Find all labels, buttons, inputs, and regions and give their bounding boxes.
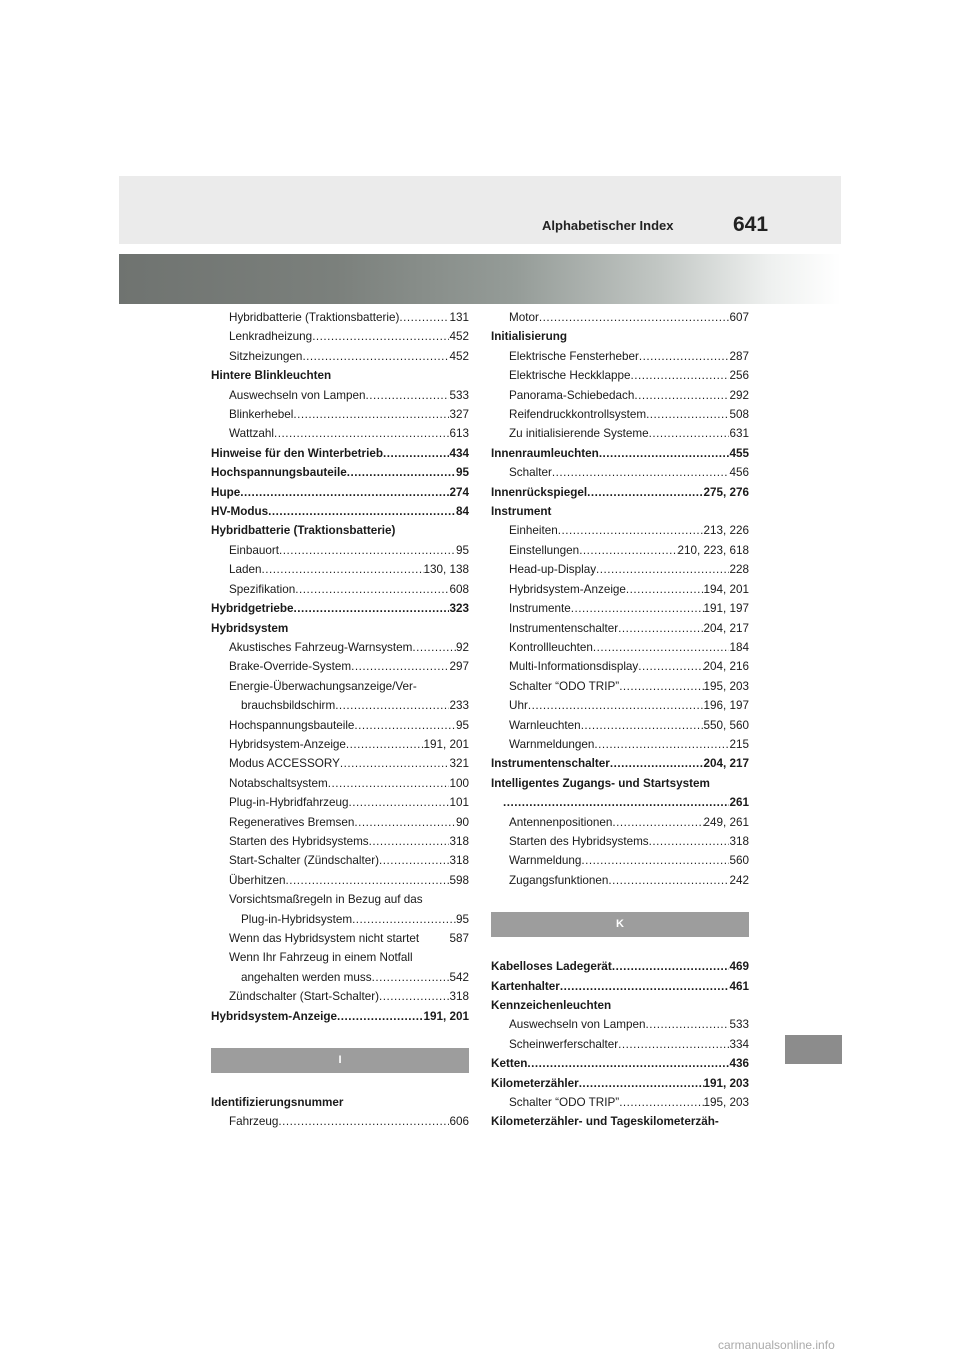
index-term: Akustisches Fahrzeug-Warnsystem: [229, 640, 413, 654]
index-entry: [491, 347, 749, 366]
index-term: Lenkradheizung: [229, 330, 313, 344]
index-entry: [491, 1015, 749, 1034]
index-term: Reifendruckkontrollsystem: [509, 408, 647, 422]
leader-dots: [383, 444, 449, 463]
index-term: Kennzeichenleuchten: [491, 999, 612, 1012]
letter-section-banner: K: [491, 912, 749, 937]
index-entry: [211, 483, 469, 502]
leader-dots: [612, 813, 703, 832]
leader-dots: [639, 347, 730, 366]
page-reference: 318: [449, 854, 469, 868]
index-entry: [491, 677, 749, 696]
index-entry: [491, 502, 749, 521]
page-reference: 204, 216: [703, 660, 749, 674]
index-term: Blinkerhebel: [229, 408, 294, 422]
index-entry: [211, 386, 469, 405]
leader-dots: [349, 793, 450, 812]
leader-dots: [587, 483, 703, 502]
page-reference: 204, 217: [703, 757, 749, 771]
page-reference: 191, 201: [423, 1009, 469, 1023]
leader-dots: [379, 851, 449, 870]
page-reference: 508: [729, 408, 749, 422]
index-term: Instrumentenschalter: [509, 621, 619, 635]
page-reference: 274: [449, 485, 469, 499]
index-entry: [211, 541, 469, 560]
page-reference: 195, 203: [703, 679, 749, 693]
index-term: Zu initialisierende Systeme: [509, 427, 649, 441]
index-entry: [491, 996, 749, 1015]
index-term: Hochspannungsbauteile: [211, 466, 347, 480]
page-reference: 452: [449, 349, 469, 363]
index-term: Wenn das Hybridsystem nicht startet: [229, 932, 420, 945]
leader-dots: [262, 560, 424, 579]
index-term: brauchsbildschirm: [241, 699, 336, 713]
index-term: Fahrzeug: [229, 1115, 279, 1129]
index-term: Hybridbatterie (Traktionsbatterie): [229, 311, 400, 324]
index-entry: [211, 1007, 469, 1026]
index-entry: [211, 308, 469, 327]
leader-dots: [379, 987, 449, 1006]
index-term: Innenrückspiegel: [491, 485, 588, 499]
leader-dots: [503, 793, 729, 812]
page-reference: 184: [729, 640, 749, 654]
page-reference: 292: [729, 388, 749, 402]
index-term: Plug-in-Hybridfahrzeug: [229, 796, 349, 810]
index-term: Warnmeldung: [509, 854, 582, 868]
leader-dots: [354, 813, 456, 832]
page-reference: 256: [729, 369, 749, 383]
index-entry: [211, 619, 469, 638]
index-entry: [211, 871, 469, 890]
page-reference: 318: [449, 990, 469, 1004]
index-entry: [211, 580, 469, 599]
index-entry: [211, 521, 469, 540]
page-reference: 287: [729, 349, 749, 363]
page-reference: 533: [449, 388, 469, 402]
index-entry: [491, 483, 749, 502]
index-entry: [211, 968, 469, 987]
index-term: Ketten: [491, 1057, 528, 1071]
page-reference: 327: [449, 408, 469, 422]
index-term: Panorama-Schiebedach: [509, 388, 635, 402]
leader-dots: [618, 619, 703, 638]
index-term: Einstellungen: [509, 543, 580, 557]
index-term: Wenn Ihr Fahrzeug in einem Notfall: [229, 951, 413, 965]
index-term: Hybridsystem: [211, 621, 289, 635]
page-reference: 194, 201: [703, 582, 749, 596]
index-entry: [211, 735, 469, 754]
index-entry: [211, 987, 469, 1006]
leader-dots: [293, 405, 449, 424]
leader-dots: [608, 871, 729, 890]
index-term: Zugangsfunktionen: [509, 873, 609, 887]
chapter-side-tab: [785, 1035, 842, 1064]
index-entry: [491, 463, 749, 482]
page-reference: 318: [729, 834, 749, 848]
index-entry: [491, 521, 749, 540]
leader-dots: [646, 405, 729, 424]
index-term: Hybridsystem-Anzeige: [509, 582, 626, 596]
leader-dots: [372, 968, 450, 987]
leader-dots: [335, 696, 449, 715]
leader-dots: [581, 716, 704, 735]
index-entry: [211, 774, 469, 793]
page-reference: 95: [455, 466, 469, 480]
page-reference: 607: [729, 311, 749, 324]
leader-dots: [619, 677, 703, 696]
leader-dots: [579, 1074, 704, 1093]
index-term: Scheinwerferschalter: [509, 1037, 619, 1051]
index-term: Hupe: [211, 485, 241, 499]
page-reference: 318: [449, 834, 469, 848]
page-reference: 249, 261: [703, 815, 749, 829]
page-reference: 275, 276: [703, 485, 749, 499]
index-entry: [211, 638, 469, 657]
index-term: Starten des Hybridsystems: [509, 834, 649, 848]
index-entry: [211, 1093, 469, 1112]
index-term: Auswechseln von Lampen: [509, 1018, 646, 1032]
page-reference: 297: [449, 660, 469, 674]
index-term: Plug-in-Hybridsystem: [241, 912, 353, 926]
leader-dots: [579, 541, 677, 560]
index-entry: [211, 424, 469, 443]
page-reference: 196, 197: [703, 699, 749, 713]
page-reference: 461: [729, 979, 749, 993]
leader-dots: [599, 444, 730, 463]
index-entry: [491, 308, 749, 327]
index-entry: [491, 444, 749, 463]
index-column-left: [211, 308, 469, 1132]
index-term: Kilometerzähler- und Tageskilometerzäh-: [491, 1115, 719, 1129]
leader-dots: [619, 1093, 703, 1112]
page-reference: 598: [449, 873, 469, 887]
index-entry: [491, 774, 749, 793]
page-reference: 195, 203: [703, 1096, 749, 1110]
page-reference: 204, 217: [703, 621, 749, 635]
leader-dots: [581, 851, 729, 870]
index-entry: [211, 502, 469, 521]
leader-dots: [596, 560, 729, 579]
leader-dots: [399, 308, 449, 327]
page-reference: 100: [449, 776, 469, 790]
letter-section-banner: I: [211, 1048, 469, 1073]
index-entry: [491, 424, 749, 443]
index-entry: [491, 977, 749, 996]
index-entry: [491, 599, 749, 618]
index-term: Start-Schalter (Zündschalter): [229, 854, 380, 868]
leader-dots: [539, 308, 730, 327]
index-term: Kartenhalter: [491, 979, 560, 993]
index-entry: [211, 677, 469, 696]
index-entry: [211, 890, 469, 909]
index-term: Wattzahl: [229, 427, 275, 441]
index-term: Multi-Informationsdisplay: [509, 660, 639, 674]
leader-dots: [638, 657, 703, 676]
index-term: Schalter: [509, 466, 552, 480]
index-term: Kilometerzähler: [491, 1076, 579, 1090]
index-entry: [211, 599, 469, 618]
watermark: carmanualsonline.info: [718, 1338, 835, 1352]
index-term: Identifizierungsnummer: [211, 1096, 344, 1110]
index-entry: [491, 793, 749, 812]
page-reference: 233: [449, 699, 469, 713]
leader-dots: [347, 463, 456, 482]
index-entry: [211, 910, 469, 929]
page-reference: 191, 203: [703, 1076, 749, 1090]
index-entry: [491, 1035, 749, 1054]
index-entry: [211, 851, 469, 870]
index-entry: [491, 696, 749, 715]
index-term: Head-up-Display: [509, 563, 597, 577]
index-term: Einheiten: [509, 524, 558, 538]
page-reference: 90: [455, 815, 469, 829]
page-reference: 469: [729, 960, 749, 974]
index-term: Instrumente: [509, 602, 571, 616]
leader-dots: [594, 735, 729, 754]
page-reference: 242: [729, 873, 749, 887]
index-term: angehalten werden muss: [241, 970, 372, 984]
index-term: Instrument: [491, 505, 552, 519]
index-entry: [211, 793, 469, 812]
index-term: Hybridbatterie (Traktionsbatterie): [211, 524, 396, 538]
page-reference: 95: [455, 912, 469, 926]
index-entry: [211, 716, 469, 735]
index-term: Schalter “ODO TRIP”: [509, 1096, 620, 1110]
leader-dots: [634, 386, 729, 405]
page-reference: 334: [729, 1037, 749, 1051]
page-reference: 631: [729, 427, 749, 441]
index-entry: [491, 832, 749, 851]
index-term: Motor: [509, 311, 539, 324]
page-reference: 456: [729, 466, 749, 480]
index-term: Starten des Hybridsystems: [229, 834, 369, 848]
index-term: Spezifikation: [229, 582, 296, 596]
leader-dots: [340, 754, 450, 773]
leader-dots: [369, 832, 450, 851]
index-term: Modus ACCESSORY: [229, 757, 340, 771]
leader-dots: [312, 327, 449, 346]
leader-dots: [612, 957, 730, 976]
leader-dots: [354, 716, 456, 735]
leader-dots: [593, 638, 730, 657]
index-entry: [211, 347, 469, 366]
page-reference: 101: [449, 796, 469, 810]
leader-dots: [649, 832, 730, 851]
index-term: Instrumentenschalter: [491, 757, 610, 771]
leader-dots: [293, 599, 449, 618]
leader-dots: [278, 1112, 449, 1131]
index-entry: [211, 813, 469, 832]
index-entry: [491, 560, 749, 579]
index-term: Vorsichtsmaßregeln in Bezug auf das: [229, 893, 423, 907]
index-term: Laden: [229, 563, 262, 577]
leader-dots: [552, 463, 730, 482]
page-reference: 436: [729, 1057, 749, 1071]
index-entry: [491, 1093, 749, 1112]
page-reference: 210, 223, 618: [677, 543, 749, 557]
page-reference: 542: [449, 970, 469, 984]
page-reference: 550, 560: [703, 718, 749, 732]
index-entry: [211, 948, 469, 967]
page-reference: 560: [729, 854, 749, 868]
page-reference: 321: [449, 757, 469, 771]
index-entry: [491, 851, 749, 870]
index-entry: [211, 832, 469, 851]
index-entry: [491, 386, 749, 405]
leader-dots: [279, 541, 456, 560]
leader-dots: [268, 502, 456, 521]
page-reference: 191, 197: [703, 602, 749, 616]
index-entry: [491, 813, 749, 832]
index-term: Sitzheizungen: [229, 349, 303, 363]
leader-dots: [286, 871, 450, 890]
page-reference: 452: [449, 330, 469, 344]
page-reference: 613: [449, 427, 469, 441]
page-reference: 261: [729, 796, 749, 810]
index-entry: [211, 657, 469, 676]
index-entry: [491, 957, 749, 976]
page-reference: 228: [729, 563, 749, 577]
page-reference: 84: [455, 505, 469, 519]
page-reference: 213, 226: [703, 524, 749, 538]
index-entry: [211, 405, 469, 424]
index-term: Brake-Override-System: [229, 660, 352, 674]
page-reference: 434: [449, 446, 469, 460]
leader-dots: [328, 774, 450, 793]
index-entry: [491, 716, 749, 735]
page-reference: 131: [449, 311, 469, 324]
section-title: Alphabetischer Index: [542, 218, 674, 233]
index-entry: [211, 327, 469, 346]
index-entry: [491, 1074, 749, 1093]
index-term: HV-Modus: [211, 505, 269, 519]
page-reference: 455: [729, 446, 749, 460]
leader-dots: [295, 580, 449, 599]
index-entry: [491, 638, 749, 657]
leader-dots: [610, 754, 704, 773]
page-reference: 606: [449, 1115, 469, 1129]
index-term: Notabschaltsystem: [229, 776, 328, 790]
leader-dots: [240, 483, 449, 502]
index-entry: [491, 1054, 749, 1073]
index-entry: [491, 657, 749, 676]
index-term: Warnleuchten: [509, 718, 581, 732]
index-term: Warnmeldungen: [509, 737, 595, 751]
index-entry: [211, 463, 469, 482]
page-reference: 95: [455, 543, 469, 557]
page-reference: 608: [449, 582, 469, 596]
page-reference: 191, 201: [423, 737, 469, 751]
index-term: Überhitzen: [229, 873, 286, 887]
index-entry: [491, 580, 749, 599]
leader-dots: [346, 735, 424, 754]
leader-dots: [649, 424, 730, 443]
page-reference: 215: [729, 737, 749, 751]
index-term: Hybridgetriebe: [211, 602, 294, 616]
leader-dots: [560, 977, 730, 996]
index-term: Zündschalter (Start-Schalter): [229, 990, 380, 1004]
leader-dots: [365, 386, 449, 405]
index-entry: [491, 871, 749, 890]
leader-dots: [618, 1035, 729, 1054]
index-term: Schalter “ODO TRIP”: [509, 679, 620, 693]
index-entry: [491, 405, 749, 424]
index-term: Intelligentes Zugangs- und Startsystem: [491, 776, 710, 790]
index-term: Antennenpositionen: [509, 815, 613, 829]
index-entry: [491, 541, 749, 560]
page-reference: 130, 138: [423, 563, 469, 577]
index-term: Hybridsystem-Anzeige: [211, 1009, 338, 1023]
index-term: Hintere Blinkleuchten: [211, 369, 332, 383]
index-term: Uhr: [509, 699, 528, 713]
index-entry: [491, 619, 749, 638]
index-term: Hochspannungsbauteile: [229, 718, 355, 732]
decorative-gradient-band: [119, 254, 841, 304]
leader-dots: [351, 657, 449, 676]
page-reference: 95: [455, 718, 469, 732]
index-entry: [211, 754, 469, 773]
index-entry: [211, 560, 469, 579]
page-number: 641: [733, 213, 769, 236]
index-entry: [211, 929, 469, 948]
index-term: Auswechseln von Lampen: [229, 388, 366, 402]
index-entry: [211, 1112, 469, 1131]
leader-dots: [412, 638, 456, 657]
index-term: Einbauort: [229, 543, 280, 557]
index-term: Innenraumleuchten: [491, 446, 599, 460]
index-term: Kabelloses Ladegerät: [491, 960, 612, 974]
index-entry: [211, 366, 469, 385]
leader-dots: [302, 347, 449, 366]
leader-dots: [527, 1054, 729, 1073]
leader-dots: [337, 1007, 423, 1026]
leader-dots: [630, 366, 729, 385]
index-term: Energie-Überwachungsanzeige/Ver-: [229, 679, 417, 693]
page-reference: 323: [449, 602, 469, 616]
page-reference: 587: [449, 932, 469, 945]
index-term: Regeneratives Bremsen: [229, 815, 355, 829]
index-term: Elektrische Heckklappe: [509, 369, 631, 383]
index-entry: [491, 327, 749, 346]
page-reference: 533: [729, 1018, 749, 1032]
index-term: Kontrollleuchten: [509, 640, 593, 654]
leader-dots: [558, 521, 704, 540]
index-term: Hybridsystem-Anzeige: [229, 737, 346, 751]
index-term: Initialisierung: [491, 330, 567, 344]
leader-dots: [626, 580, 704, 599]
leader-dots: [645, 1015, 729, 1034]
index-entry: [491, 366, 749, 385]
leader-dots: [528, 696, 704, 715]
index-entry: [491, 754, 749, 773]
leader-dots: [352, 910, 456, 929]
index-term: Hinweise für den Winterbetrieb: [211, 446, 383, 460]
index-column-right: [491, 308, 749, 1132]
index-entry: [211, 696, 469, 715]
index-term: Elektrische Fensterheber: [509, 349, 639, 363]
index-entry: [491, 735, 749, 754]
leader-dots: [274, 424, 449, 443]
index-entry: [491, 1112, 749, 1131]
page-reference: 92: [455, 640, 469, 654]
leader-dots: [571, 599, 704, 618]
index-entry: [211, 444, 469, 463]
